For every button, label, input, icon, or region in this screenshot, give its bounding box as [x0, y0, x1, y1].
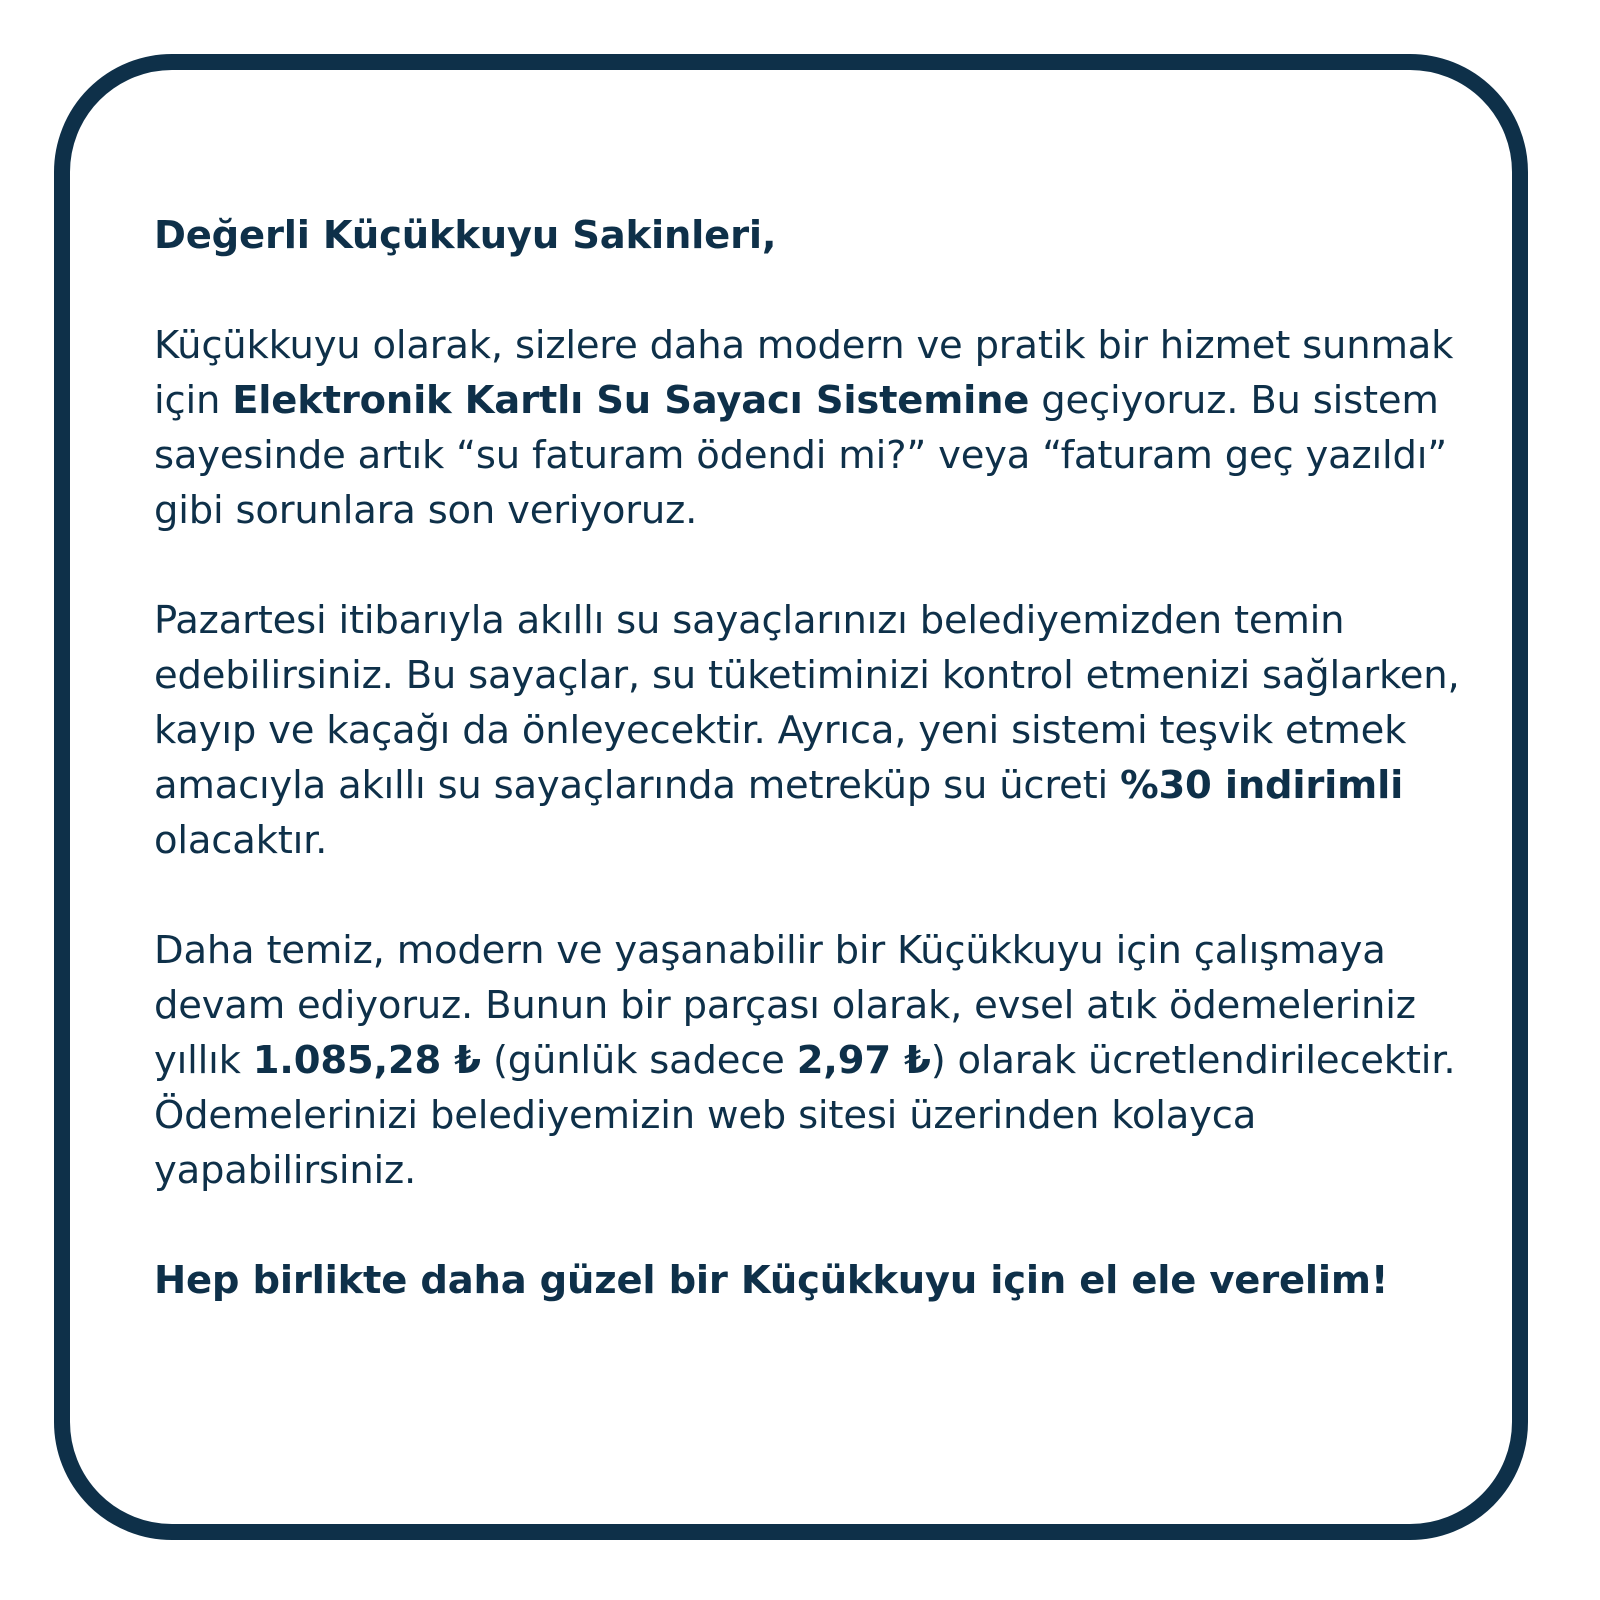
- closing-text: Hep birlikte daha güzel bir Küçükkuyu için el ele verelim!: [154, 1258, 1389, 1303]
- paragraph1-bold-system-name: Elektronik Kartlı Su Sayacı Sistemine: [232, 378, 1030, 423]
- paragraph2-bold-discount: %30 indirimli: [1120, 763, 1404, 808]
- paragraph-smart-meters: [154, 593, 1474, 868]
- greeting-text: Değerli Küçükkuyu Sakinleri,: [154, 213, 777, 258]
- greeting: [154, 208, 1474, 263]
- paragraph3-bold-daily-fee: 2,97 ₺: [796, 1038, 931, 1083]
- paragraph2-text-a: Pazartesi itibarıyla akıllı su sayaçlarınızı belediyemizden temin edebilirsiniz. Bu sayaçlar, su tüketiminizi kontrol etmenizi sağlarken, kayıp ve kaçağı da önleyecektir. Ayrıca, yeni sistemi teşvik etmek amacıyla akıllı su sayaçlarında metreküp su ücreti: [154, 598, 1460, 808]
- paragraph3-bold-annual-fee: 1.085,28 ₺: [252, 1038, 481, 1083]
- paragraph-meter-system: [154, 318, 1474, 538]
- paragraph3-text-a: Daha temiz, modern ve yaşanabilir bir Küçükkuyu için çalışmaya devam ediyoruz. Bunun bir parçası olarak, evsel atık ödemeleriniz yıllık: [154, 928, 1416, 1083]
- paragraph1-text-a: Küçükkuyu olarak, sizlere daha modern ve pratik bir hizmet sunmak için: [154, 323, 1454, 423]
- closing: [154, 1253, 1474, 1308]
- paragraph3-text-b: (günlük sadece: [480, 1038, 797, 1083]
- paragraph3-text-c: ) olarak ücretlendirilecektir. Ödemelerinizi belediyemizin web sitesi üzerinden kolayca yapabilirsiniz.: [154, 1038, 1456, 1193]
- paragraph-waste-fees: [154, 923, 1474, 1198]
- letter-body: [154, 208, 1474, 1308]
- paragraph2-text-b: olacaktır.: [154, 818, 328, 863]
- paragraph1-text-b: geçiyoruz. Bu sistem sayesinde artık “su faturam ödendi mi?” veya “faturam geç yazıldı” gibi sorunlara son veriyoruz.: [154, 378, 1447, 533]
